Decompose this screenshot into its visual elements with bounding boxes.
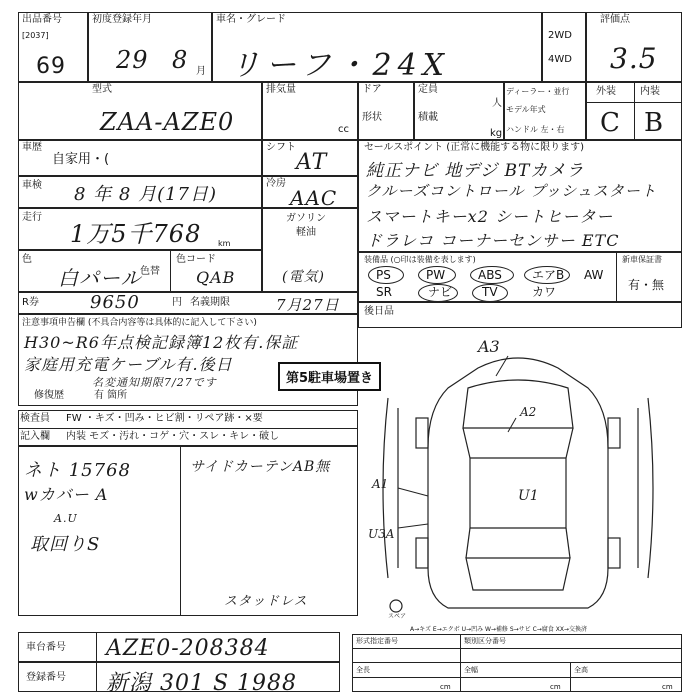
- color-divider: [170, 250, 171, 292]
- mileage-label: 走行: [22, 212, 42, 223]
- model-value: ZAA-AZE0: [100, 108, 235, 136]
- mark-a3: A3: [478, 337, 500, 356]
- equip-pw: PW: [426, 268, 446, 282]
- sales-point-line: クルーズコントロール プッシュスタート: [366, 182, 657, 200]
- spec-vdivider-2: [460, 662, 461, 692]
- fuel-label: ガソリン 軽油: [286, 213, 326, 238]
- notes-title: 注意事項申告欄 (不具合内容等は具体的に記入して下さい): [22, 318, 257, 328]
- chassis-value: AZE0-208384: [106, 636, 270, 661]
- registration-value: 新潟 301 S 1988: [106, 671, 298, 696]
- cm-unit: cm: [440, 683, 451, 691]
- yen-unit: 円: [172, 297, 182, 308]
- shift-value: AT: [296, 150, 328, 175]
- warranty-label: 新車保証書: [622, 255, 662, 264]
- wheel-front-left: [416, 418, 428, 448]
- cc-unit: cc: [338, 124, 349, 135]
- equip-circle-abs: [470, 266, 514, 284]
- km-unit: km: [218, 239, 231, 248]
- equip-circle-airbag: [524, 266, 570, 284]
- right-side-outline: [648, 398, 653, 578]
- lot-label: 出品番号: [22, 14, 62, 25]
- notes-line: H30~R6年点検記録簿12枚有.保証: [24, 333, 299, 352]
- car-damage-diagram: [358, 328, 682, 620]
- sales-point-line: スマートキーx2 シートヒーター: [366, 207, 614, 226]
- mark-u1: U1: [518, 488, 539, 504]
- inspector-row1: FW ・キズ・凹み・ヒビ割・リペア跡・×要: [66, 413, 263, 424]
- free-note-left: wカバー A: [24, 485, 109, 504]
- registration-divider: [96, 662, 97, 692]
- sales-point-line: ドラレコ コーナーセンサー ETC: [366, 231, 620, 250]
- wheel-front-right: [608, 418, 620, 448]
- hood-outline: [463, 380, 573, 428]
- shape-label: 形状: [362, 112, 382, 123]
- spec-divider-1: [352, 648, 682, 649]
- usage-value: 自家用・(: [52, 152, 110, 167]
- after-fit-box: [358, 302, 682, 328]
- spec-label: 全幅: [464, 666, 478, 674]
- fuel-value: (電気): [282, 269, 325, 285]
- notes-line: 家庭用充電ケーブル有.後日: [24, 355, 233, 374]
- spec-vdivider-3: [570, 662, 571, 692]
- interior-label: 内装: [640, 86, 660, 97]
- score-label: 評価点: [600, 14, 630, 25]
- drive-2wd: 2WD: [548, 30, 572, 41]
- interior-grade: B: [644, 108, 665, 138]
- equip-sr: SR: [376, 285, 392, 299]
- record-label: 記入欄: [20, 431, 50, 442]
- shift-label: シフト: [266, 142, 296, 153]
- wheel-rear-left: [416, 538, 428, 568]
- spec-label: 形式指定番号: [356, 637, 398, 645]
- equipment-title: 装備品 (○印は装備を表します): [364, 255, 476, 264]
- first-reg-month: 8: [172, 46, 189, 74]
- recycle-value: 9650: [90, 292, 140, 313]
- warranty-value: 有・無: [628, 278, 665, 292]
- repair-value: 有 箇所: [94, 390, 128, 401]
- exterior-grade: C: [600, 108, 621, 138]
- dealer-label: ディーラー・並行: [506, 87, 570, 96]
- score-value: 3.5: [610, 42, 658, 75]
- equip-airbag: エアB: [532, 268, 565, 282]
- color-label: 色: [22, 254, 32, 265]
- equip-circle-pw: [418, 266, 456, 284]
- name-change-label: 名義期限: [190, 297, 230, 308]
- wheel-rear-right: [608, 538, 620, 568]
- color-value: 白パール: [58, 266, 142, 290]
- spec-divider-2: [352, 662, 682, 663]
- capacity-label: 定員: [418, 84, 438, 95]
- ac-label: 冷房: [266, 178, 286, 189]
- equip-ps: PS: [376, 268, 391, 282]
- diagram-legend: A→キズ E→エクボ U→凹み W→補修 S→サビ C→腐食 XX→交換済: [410, 626, 587, 633]
- repair-label: 修復歴: [34, 390, 64, 401]
- warranty-divider: [616, 252, 617, 302]
- equip-circle-navi: [418, 284, 458, 302]
- sales-points-title: セールスポイント (正常に機能する物に限ります): [364, 142, 585, 153]
- spare-tire: [390, 600, 402, 612]
- first-reg-year: 29: [116, 46, 149, 74]
- usage-label: 車歴: [22, 142, 42, 153]
- displacement-label: 排気量: [266, 84, 296, 95]
- after-fit-label: 後日品: [364, 306, 394, 317]
- equip-leather: カワ: [532, 285, 557, 299]
- handle-label: ハンドル 左・右: [506, 125, 565, 134]
- grade-divider-v: [634, 82, 635, 140]
- parking-stamp: 第5駐車場置き: [278, 362, 381, 391]
- spec-divider-3: [352, 677, 682, 678]
- equip-circle-ps: [368, 266, 404, 284]
- ac-value: AAC: [290, 186, 338, 210]
- month-unit: 月: [196, 66, 206, 77]
- notes-line: 名変通知期限7/27です: [92, 376, 217, 389]
- mark-a2: A2: [520, 405, 537, 419]
- exterior-label: 外装: [596, 86, 616, 97]
- person-unit: 人: [492, 98, 502, 109]
- model-year-label: モデル年式: [506, 105, 546, 114]
- car-body-outline: [428, 358, 608, 608]
- registration-label: 登録番号: [26, 672, 66, 683]
- recycle-label: R券: [22, 297, 39, 308]
- trunk-outline: [466, 558, 570, 590]
- spec-label: 類別区分番号: [464, 637, 506, 645]
- cm-unit: cm: [662, 683, 673, 691]
- drive-box: [542, 12, 586, 82]
- equip-circle-tv: [472, 284, 508, 302]
- mark-u3a: U3A: [368, 527, 395, 541]
- name-label: 車名・グレード: [216, 14, 286, 25]
- equip-tv: TV: [482, 285, 498, 299]
- free-note-left: ネト 15768: [24, 460, 131, 481]
- mileage-value: 1万5千768: [70, 220, 202, 248]
- free-note-right: サイドカーテンAB無: [190, 459, 331, 475]
- inspector-row2: 内装 モズ・汚れ・コゲ・穴・スレ・キレ・破し: [66, 431, 280, 442]
- color-code-value: QAB: [196, 268, 236, 287]
- name-change-value: 7月27日: [276, 296, 340, 314]
- load-label: 積載: [418, 112, 438, 123]
- cm-unit: cm: [550, 683, 561, 691]
- mark-a1: A1: [372, 477, 389, 491]
- equip-abs: ABS: [478, 268, 502, 282]
- free-note-left: 取回りS: [30, 534, 101, 555]
- chassis-divider: [96, 632, 97, 662]
- sales-point-line: 純正ナビ 地デジ BTカメラ: [366, 161, 585, 181]
- kg-unit: kg: [490, 128, 503, 139]
- color-code-label: 色コード: [176, 254, 216, 265]
- color-change-label: 色替: [140, 266, 160, 277]
- spec-box: [352, 634, 682, 692]
- door-label: ドア: [362, 84, 382, 95]
- free-note-left: A.U: [54, 512, 78, 525]
- spec-vdivider-1: [460, 634, 461, 662]
- chassis-label: 車台番号: [26, 642, 66, 653]
- spec-label: 全高: [574, 666, 588, 674]
- inspection-value: 8 年 8 月(17日): [74, 184, 218, 205]
- inspector-divider: [18, 428, 358, 429]
- drive-4wd: 4WD: [548, 54, 572, 65]
- free-notes-divider: [180, 446, 181, 616]
- lot-sub: [2037]: [22, 31, 49, 40]
- equip-navi: ナビ: [428, 285, 453, 299]
- spare-label: スペア: [388, 613, 407, 620]
- spec-label: 全長: [356, 666, 370, 674]
- free-note-right: スタッドレス: [224, 594, 308, 609]
- equip-aw: AW: [584, 268, 604, 282]
- inspection-label: 車検: [22, 180, 42, 191]
- name-value: リーフ・24X: [230, 48, 451, 83]
- first-reg-label: 初度登録年月: [92, 14, 152, 25]
- model-label: 型式: [92, 84, 112, 95]
- inspector-label: 検査員: [20, 413, 50, 424]
- lot-number: 69: [36, 54, 66, 79]
